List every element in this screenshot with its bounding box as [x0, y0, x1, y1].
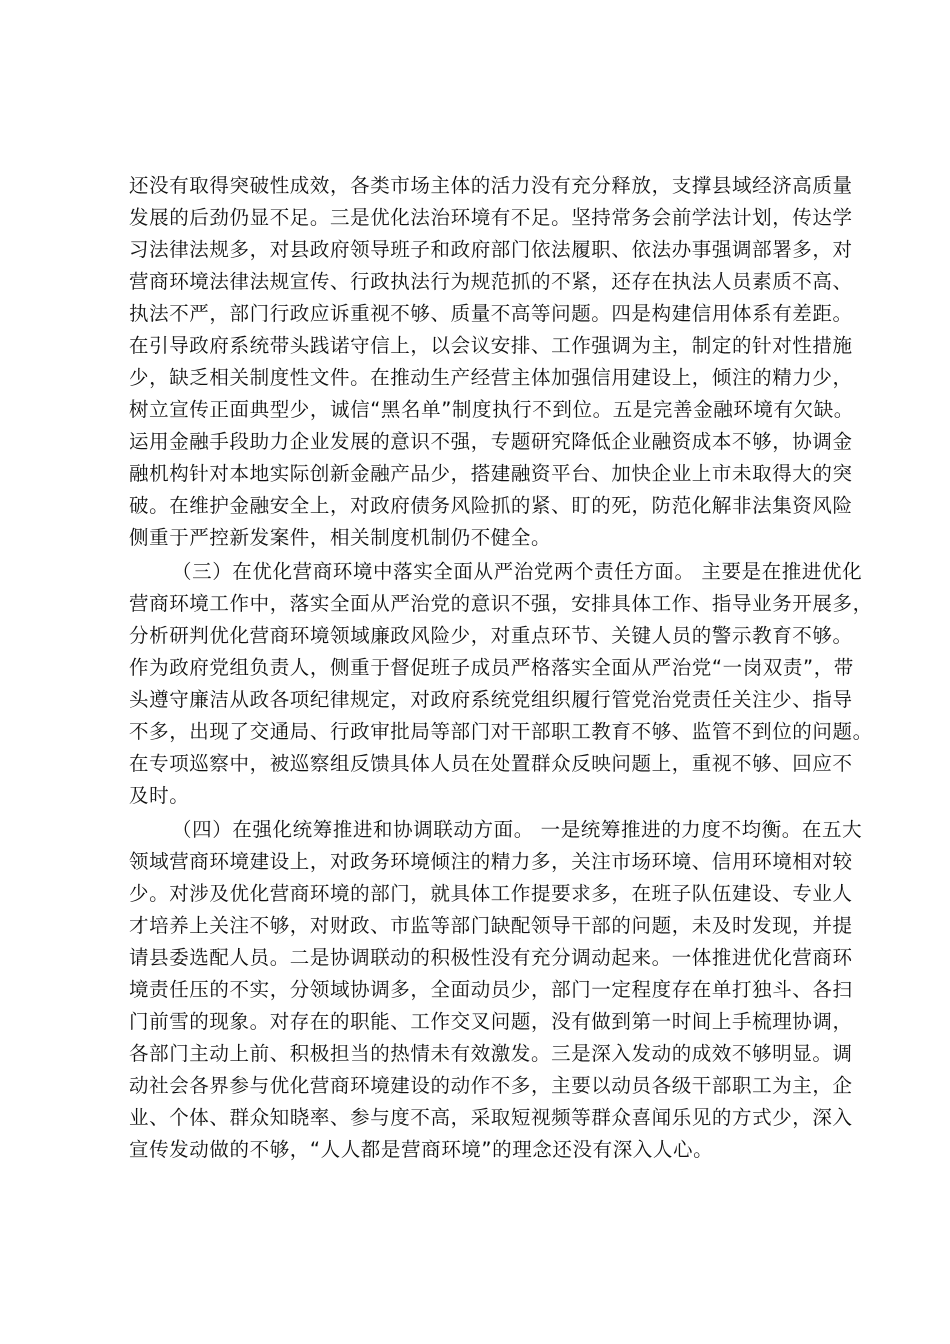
text-line: 头遵守廉洁从政各项纪律规定，对政府系统党组织履行管党治党责任关注少、指导 — [129, 688, 853, 711]
text-line: 习法律法规多，对县政府领导班子和政府部门依法履职、依法办事强调部署多，对 — [129, 238, 853, 261]
text-line: 还没有取得突破性成效，各类市场主体的活力没有充分释放，支撑县域经济高质量 — [129, 174, 853, 197]
text-line: 营商环境工作中，落实全面从严治党的意识不强，安排具体工作、指导业务开展多， — [129, 592, 873, 615]
text-line: 各部门主动上前、积极担当的热情未有效激发。三是深入发动的成效不够明显。调 — [129, 1042, 853, 1065]
text-line: 破。在维护金融安全上，对政府债务风险抓的紧、盯的死，防范化解非法集资风险 — [129, 494, 853, 517]
text-line: 营商环境法律法规宣传、行政执法行为规范抓的不紧，还存在执法人员素质不高、 — [129, 270, 853, 293]
text-line: 少，缺乏相关制度性文件。在推动生产经营主体加强信用建设上，倾注的精力少， — [129, 366, 853, 389]
text-line: 作为政府党组负责人，侧重于督促班子成员严格落实全面从严治党“一岗双责”，带 — [129, 656, 854, 679]
text-line: 执法不严，部门行政应诉重视不够、质量不高等问题。四是构建信用体系有差距。 — [129, 302, 853, 325]
section-heading-4: （四）在强化统筹推进和协调联动方面。 一是统筹推进的力度不均衡。在五大 — [172, 818, 863, 841]
text-line: 业、个体、群众知晓率、参与度不高，采取短视频等群众喜闻乐见的方式少，深入 — [129, 1106, 853, 1129]
text-line: 少。对涉及优化营商环境的部门，就具体工作提要求多，在班子队伍建设、专业人 — [129, 882, 853, 905]
text-line: 门前雪的现象。对存在的职能、工作交叉问题，没有做到第一时间上手梳理协调， — [129, 1010, 853, 1033]
text-line: 不多，出现了交通局、行政审批局等部门对干部职工教育不够、监管不到位的问题。 — [129, 720, 873, 743]
text-line: 宣传发动做的不够，“人人都是营商环境”的理念还没有深入人心。 — [129, 1138, 714, 1161]
text-line: 及时。 — [129, 784, 190, 807]
text-line: 才培养上关注不够，对财政、市监等部门缺配领导干部的问题，未及时发现，并提 — [129, 914, 853, 937]
text-line: 发展的后劲仍显不足。三是优化法治环境有不足。坚持常务会前学法计划，传达学 — [129, 206, 853, 229]
text-line: 分析研判优化营商环境领域廉政风险少，对重点环节、关键人员的警示教育不够。 — [129, 624, 853, 647]
text-line: 侧重于严控新发案件，相关制度机制仍不健全。 — [129, 526, 552, 549]
section-heading-3: （三）在优化营商环境中落实全面从严治党两个责任方面。 主要是在推进优化 — [172, 560, 863, 583]
text-line: 在引导政府系统带头践诺守信上，以会议安排、工作强调为主，制定的针对性措施 — [129, 334, 853, 357]
text-line: 请县委选配人员。二是协调联动的积极性没有充分调动起来。一体推进优化营商环 — [129, 946, 853, 969]
text-line: 境责任压的不实，分领域协调多，全面动员少，部门一定程度存在单打独斗、各扫 — [129, 978, 853, 1001]
text-line: 运用金融手段助力企业发展的意识不强，专题研究降低企业融资成本不够，协调金 — [129, 430, 853, 453]
text-line: 领域营商环境建设上，对政务环境倾注的精力多，关注市场环境、信用环境相对较 — [129, 850, 853, 873]
text-line: 动社会各界参与优化营商环境建设的动作不多，主要以动员各级干部职工为主，企 — [129, 1074, 853, 1097]
text-line: 融机构针对本地实际创新金融产品少，搭建融资平台、加快企业上市未取得大的突 — [129, 462, 853, 485]
text-line: 树立宣传正面典型少，诚信“黑名单”制度执行不到位。五是完善金融环境有欠缺。 — [129, 398, 854, 421]
text-line: 在专项巡察中，被巡察组反馈具体人员在处置群众反映问题上，重视不够、回应不 — [129, 752, 853, 775]
